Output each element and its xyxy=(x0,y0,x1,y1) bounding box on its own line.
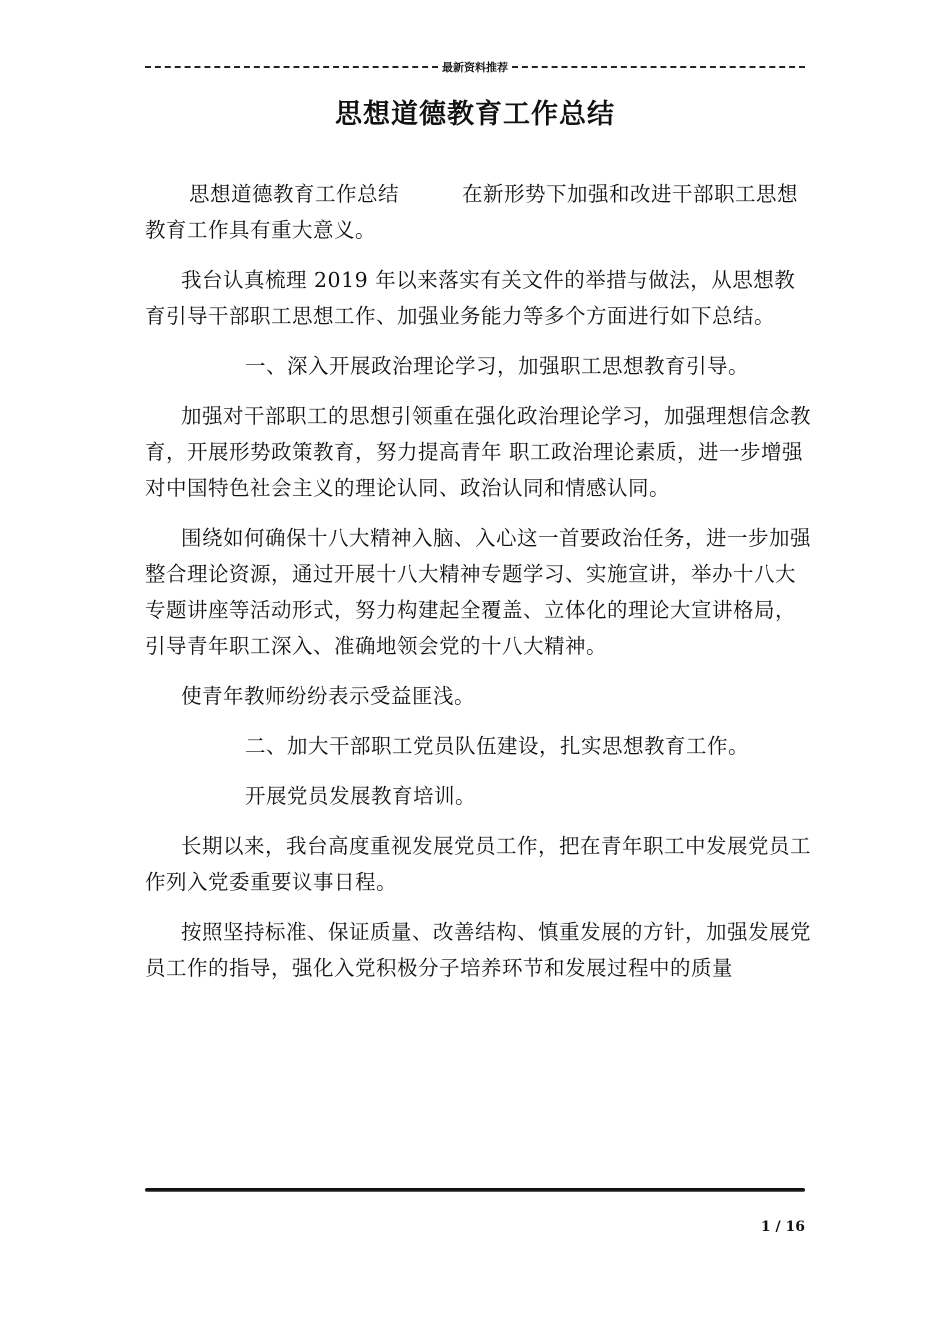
page-number: 1 / 16 xyxy=(760,1219,805,1235)
footer-rule xyxy=(145,1188,805,1192)
paragraph: 使青年教师纷纷表示受益匪浅。 xyxy=(181,684,475,708)
header-dash-right xyxy=(512,66,805,68)
header-dash-left xyxy=(145,66,438,68)
paragraph: 按照坚持标准、保证质量、改善结构、慎重发展的方针，加强发展党员工作的指导，强化入党积极分子培养环节和发展过程中的质量 xyxy=(145,920,811,980)
header-label: 最新资料推荐 xyxy=(442,61,508,74)
paragraph: 我台认真梳理 2019 年以来落实有关文件的举措与做法，从思想教育引导干部职工思想工作、加强业务能力等多个方面进行如下总结。 xyxy=(145,268,796,328)
section-heading: 一、深入开展政治理论学习，加强职工思想教育引导。 xyxy=(245,354,749,378)
paragraph: 加强对干部职工的思想引领重在强化政治理论学习，加强理想信念教育，开展形势政策教育，努力提高青年 职工政治理论素质，进一步增强对中国特色社会主义的理论认同、政治认同和情感认同。 xyxy=(145,404,811,500)
paragraph: 思想道德教育工作总结 在新形势下加强和改进干部职工思想教育工作具有重大意义。 xyxy=(145,182,798,242)
sub-heading: 开展党员发展教育培训。 xyxy=(245,784,476,808)
document-title: 思想道德教育工作总结 xyxy=(335,99,615,130)
document-body xyxy=(145,176,815,1000)
paragraph: 长期以来，我台高度重视发展党员工作，把在青年职工中发展党员工作列入党委重要议事日程。 xyxy=(145,834,811,894)
paragraph: 围绕如何确保十八大精神入脑、入心这一首要政治任务，进一步加强整合理论资源，通过开展十八大精神专题学习、实施宣讲，举办十八大专题讲座等活动形式，努力构建起全覆盖、立体化的理论大宣讲格局，引导青年职工深入、准确地领会党的十八大精神。 xyxy=(145,526,811,658)
section-heading: 二、加大干部职工党员队伍建设，扎实思想教育工作。 xyxy=(245,734,749,758)
page-header xyxy=(145,57,805,77)
